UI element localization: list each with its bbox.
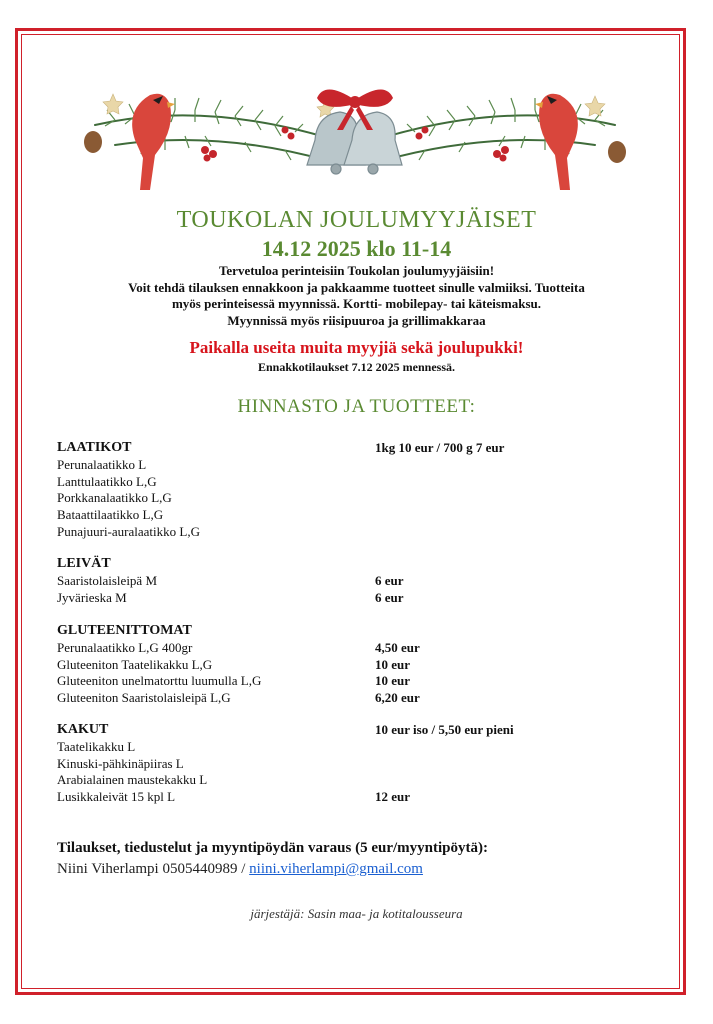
preorder-deadline: Ennakkotilaukset 7.12 2025 mennessä.	[257, 360, 456, 374]
item-name: Punajuuri-auralaatikko L,G	[57, 523, 200, 539]
section-gluteenittomat	[57, 623, 657, 707]
section-heading-row	[57, 556, 657, 573]
list-item	[57, 657, 657, 674]
contact-heading: Tilaukset, tiedustelut ja myyntipöydän varaus (5 eur/myyntipöytä):	[57, 840, 489, 856]
event-date: 14.12 2025 klo 11-14	[261, 236, 452, 261]
item-name: Gluteeniton Taatelikakku L,G	[57, 656, 213, 672]
list-item	[57, 739, 657, 756]
contact-info	[57, 840, 488, 878]
list-item	[57, 772, 657, 789]
item-price: 10 eur	[375, 673, 411, 689]
item-name: Lanttulaatikko L,G	[57, 473, 157, 489]
contact-person-line	[57, 861, 488, 878]
event-title: TOUKOLAN JOULUMYYJÄISET	[176, 207, 537, 233]
list-item	[57, 490, 657, 507]
pricelist-title: HINNASTO JA TUOTTEET:	[237, 396, 476, 417]
section-heading: LAATIKOT	[57, 440, 132, 455]
list-item	[57, 673, 657, 690]
list-item	[57, 789, 657, 806]
christmas-garland-illustration	[55, 70, 655, 210]
item-price: 6 eur	[375, 589, 404, 605]
item-name: Gluteeniton unelmatorttu luumulla L,G	[57, 673, 262, 689]
section-heading-row	[57, 722, 657, 739]
item-name: Jyvärieska M	[57, 589, 127, 605]
item-name: Gluteeniton Saaristolaisleipä L,G	[57, 690, 231, 706]
item-price: 6,20 eur	[375, 690, 420, 706]
item-name: Taatelikakku L	[57, 738, 136, 754]
section-heading-row	[57, 623, 657, 640]
list-item	[57, 573, 657, 590]
section-heading: GLUTEENITTOMAT	[57, 623, 192, 638]
item-price: 12 eur	[375, 789, 411, 805]
intro-line-1: Tervetuloa perinteisiin Toukolan joulumyyjäisiin!	[218, 263, 495, 278]
item-name: Perunalaatikko L	[57, 456, 147, 472]
item-name: Perunalaatikko L,G 400gr	[57, 639, 193, 655]
intro-line-4: Myynnissä myös riisipuuroa ja grillimakkaraa	[227, 312, 486, 328]
section-heading: LEIVÄT	[57, 556, 111, 571]
list-item	[57, 690, 657, 707]
section-leivat	[57, 556, 657, 606]
item-name: Lusikkaleivät 15 kpl L	[57, 789, 176, 805]
list-item	[57, 640, 657, 657]
section-heading-row	[57, 440, 657, 457]
section-price: 1kg 10 eur / 700 g 7 eur	[375, 440, 505, 455]
section-heading: KAKUT	[57, 722, 109, 737]
item-price: 6 eur	[375, 572, 404, 588]
section-kakut	[57, 722, 657, 806]
list-item	[57, 524, 657, 541]
list-item	[57, 756, 657, 773]
item-price: 4,50 eur	[375, 639, 420, 655]
intro-line-3: myös perinteisessä myynnissä. Kortti- mobilepay- tai käteismaksu.	[171, 296, 542, 311]
email-link[interactable]: niini.viherlampi@gmail.com	[249, 861, 423, 877]
section-laatikot	[57, 440, 657, 541]
highlight-text: Paikalla useita muita myyjiä sekä joulupukki!	[189, 338, 524, 357]
intro-text	[30, 263, 683, 329]
item-name: Saaristolaisleipä M	[57, 572, 158, 588]
item-name: Arabialainen maustekakku L	[57, 772, 208, 788]
item-name: Porkkanalaatikko L,G	[57, 490, 172, 506]
section-price: 10 eur iso / 5,50 eur pieni	[375, 722, 514, 737]
contact-person: Niini Viherlampi 0505440989 /	[57, 861, 250, 877]
list-item	[57, 507, 657, 524]
list-item	[57, 474, 657, 491]
item-name: Kinuski-pähkinäpiiras L	[57, 755, 184, 771]
organizer-note: järjestäjä: Sasin maa- ja kotitalousseura	[250, 906, 463, 921]
intro-line-2: Voit tehdä tilauksen ennakkoon ja pakkaamme tuotteet sinulle valmiiksi. Tuotteita	[128, 279, 585, 295]
item-name: Bataattilaatikko L,G	[57, 507, 164, 523]
list-item	[57, 590, 657, 607]
list-item	[57, 457, 657, 474]
item-price: 10 eur	[375, 656, 411, 672]
